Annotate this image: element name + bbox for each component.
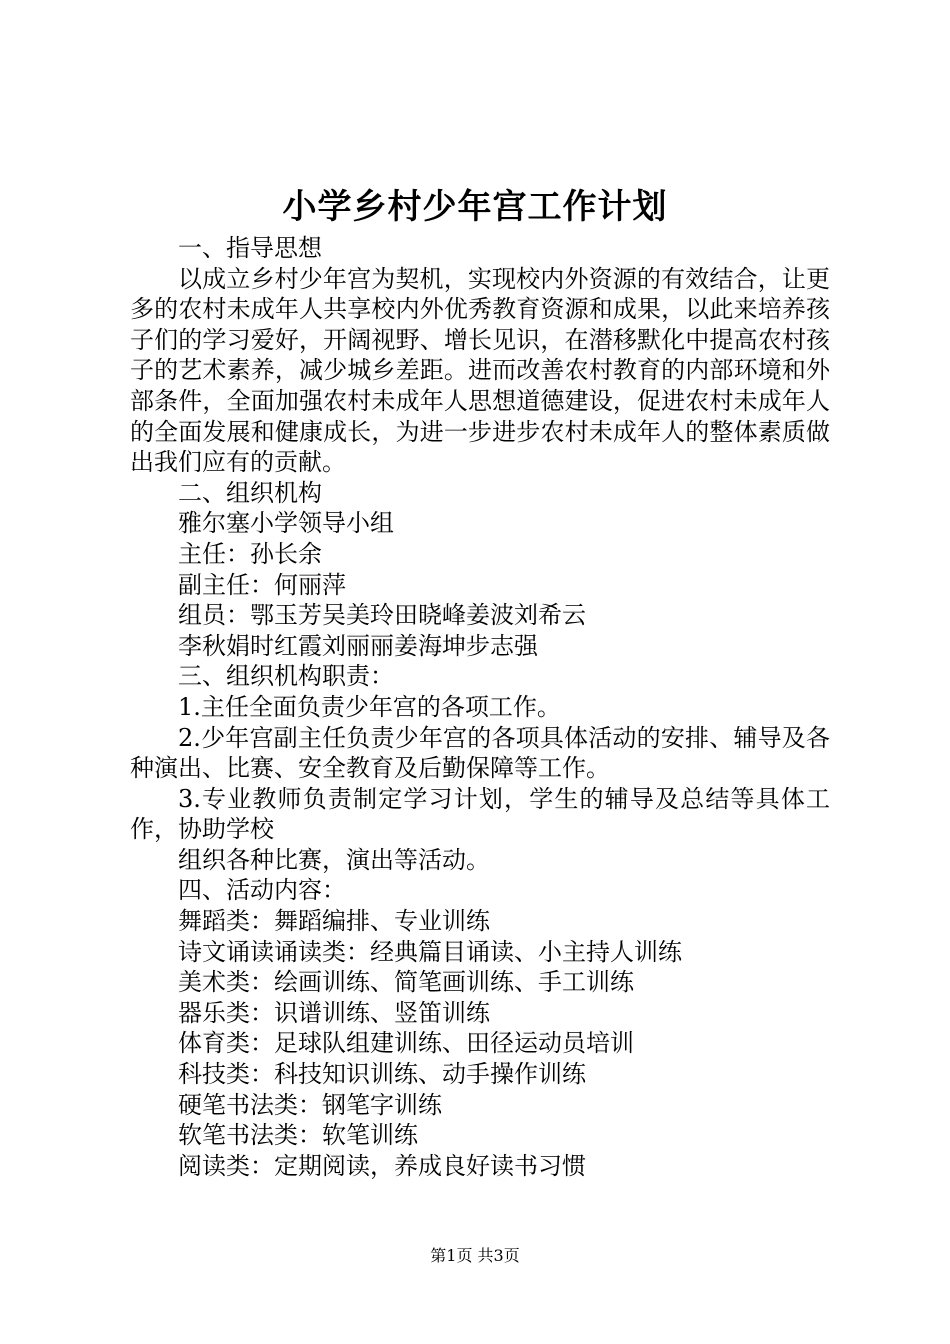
activity-item: 美术类：绘画训练、简笔画训练、手工训练 (178, 968, 634, 997)
activity-item: 软笔书法类：软笔训练 (178, 1121, 418, 1150)
duty-item-continued: 组织各种比赛，演出等活动。 (178, 845, 490, 874)
activity-item: 舞蹈类：舞蹈编排、专业训练 (178, 907, 490, 936)
paragraph-guiding-ideology: 以成立乡村少年宫为契机，实现校内外资源的有效结合，让更多的农村未成年人共享校内外优秀教育资源和成果，以此来培养孩子们的学习爱好，开阔视野、增长见识，在潜移默化中提高农村孩子的艺术素养，减少城乡差距。进而改善农村教育的内部环境和外部条件，全面加强农村未成年人思想道德建设，促进农村未成年人的全面发展和健康成长，为进一步进步农村未成年人的整体素质做出我们应有的贡献。 (130, 264, 830, 477)
director-line: 主任：孙长余 (178, 539, 322, 568)
duty-item: 3.专业教师负责制定学习计划，学生的辅导及总结等具体工作，协助学校 (130, 784, 830, 844)
section-heading-activities: 四、活动内容： (178, 876, 346, 905)
section-heading-duties: 三、组织机构职责： (178, 662, 394, 691)
duty-item: 2.少年宫副主任负责少年宫的各项具体活动的安排、辅导及各种演出、比赛、安全教育及后勤保障等工作。 (130, 723, 830, 783)
section-heading-guiding-ideology: 一、指导思想 (178, 234, 322, 262)
section-heading-organization: 二、组织机构 (178, 478, 322, 507)
activity-item: 硬笔书法类：钢笔字训练 (178, 1090, 442, 1119)
activity-item: 诗文诵读诵读类：经典篇目诵读、小主持人训练 (178, 937, 682, 966)
members-line-continued: 李秋娟时红霞刘丽丽姜海坤步志强 (178, 631, 538, 660)
activity-item: 科技类：科技知识训练、动手操作训练 (178, 1060, 586, 1089)
page-number-footer: 第1页 共3页 (430, 1246, 520, 1265)
activity-item: 阅读类：定期阅读，养成良好读书习惯 (178, 1151, 586, 1180)
activity-item: 器乐类：识谱训练、竖笛训练 (178, 998, 490, 1027)
document-title: 小学乡村少年宫工作计划 (282, 187, 668, 227)
members-line: 组员：鄂玉芳吴美玲田晓峰姜波刘希云 (178, 601, 586, 630)
activity-item: 体育类：足球队组建训练、田径运动员培训 (178, 1029, 634, 1058)
duty-item: 1.主任全面负责少年宫的各项工作。 (178, 692, 561, 721)
leadership-group: 雅尔塞小学领导小组 (178, 509, 394, 538)
document-body (130, 233, 830, 1181)
deputy-director-line: 副主任：何丽萍 (178, 570, 346, 599)
